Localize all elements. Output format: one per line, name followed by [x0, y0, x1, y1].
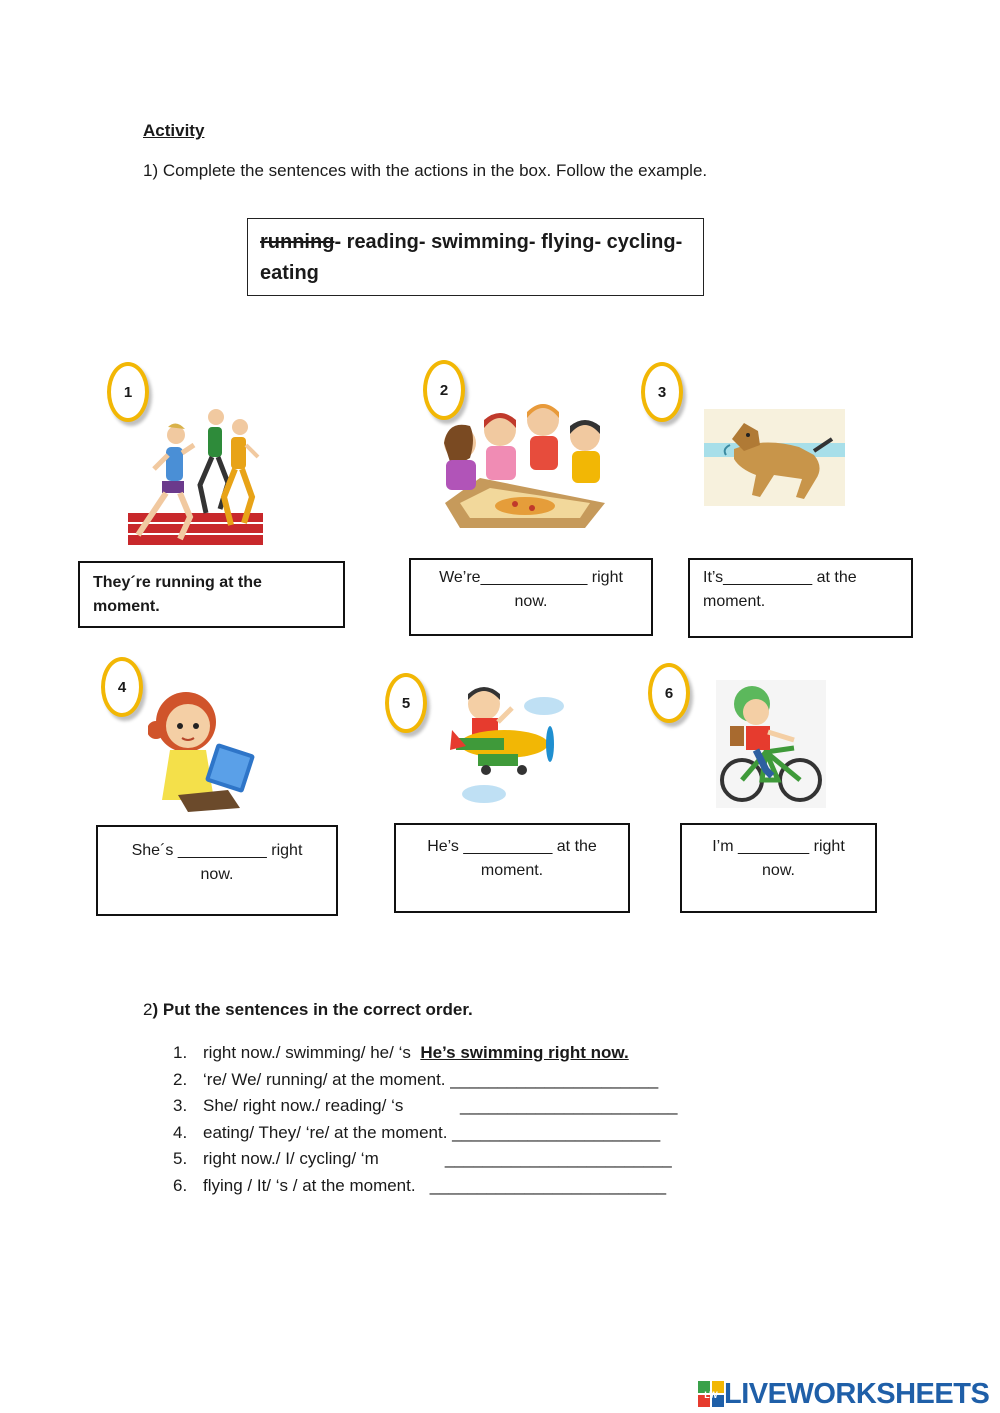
- activity-heading: Activity: [143, 121, 205, 140]
- order-list: [173, 1040, 677, 1199]
- liveworksheets-logo: [698, 1378, 989, 1410]
- sentence-box-1: [78, 561, 345, 628]
- list-item-number: 2.: [173, 1069, 188, 1089]
- svg-text:LW: LW: [704, 1390, 718, 1400]
- list-item-text: flying / It/ ‘s / at the moment. _________________________: [203, 1175, 667, 1195]
- badge-3: 3: [641, 362, 683, 422]
- list-item: [173, 1120, 677, 1147]
- example-answer: He’s swimming right now.: [420, 1043, 629, 1062]
- sentence-box-4: [96, 825, 338, 916]
- badge-6: 6: [648, 663, 690, 723]
- badge-4: 4: [101, 657, 143, 717]
- sentence-2-line2: now.: [514, 593, 548, 610]
- sentence-2-line1: We’re____________ right: [439, 569, 623, 586]
- section2-heading: [143, 1000, 473, 1020]
- sentence-6-line2: now.: [762, 862, 795, 879]
- sentence-box-3: [688, 558, 913, 638]
- list-item: [173, 1173, 677, 1200]
- list-item-text: right now./ I/ cycling/ ‘m ________________________: [203, 1149, 672, 1168]
- struck-word: running: [260, 231, 335, 253]
- logo-mark-icon: [698, 1381, 724, 1407]
- runners-illustration: [128, 405, 263, 550]
- section2-prefix: 2: [143, 1000, 153, 1019]
- boy-plane-illustration: [446, 682, 568, 807]
- badge-2: 2: [423, 360, 465, 420]
- section2-title: ) Put the sentences in the correct order.: [152, 1000, 473, 1019]
- list-item-text: She/ right now./ reading/ ‘s _______________________: [203, 1096, 678, 1115]
- badge-1: 1: [107, 362, 149, 422]
- list-item-text: ‘re/ We/ running/ at the moment. ______________________: [203, 1069, 659, 1089]
- list-item-number: 6.: [173, 1175, 188, 1195]
- sentence-1-line1: They´re running at the: [93, 574, 262, 591]
- sentence-3-line2: moment.: [703, 593, 766, 610]
- word-list-line1: - reading- swimming- flying- cycling-: [334, 231, 683, 253]
- list-item-number: 1.: [173, 1043, 188, 1062]
- list-item-number: 4.: [173, 1122, 188, 1142]
- list-item-text: right now./ swimming/ he/ ‘s: [203, 1043, 421, 1062]
- girl-reading-illustration: [148, 690, 258, 815]
- sentence-4-line2: now.: [200, 866, 234, 883]
- list-item: [173, 1040, 677, 1067]
- sentence-box-2: [409, 558, 653, 636]
- list-item: [173, 1067, 677, 1094]
- sentence-5-line1: He’s __________ at the: [427, 838, 597, 855]
- dog-swimming-illustration: [704, 409, 845, 506]
- sentence-box-5: [394, 823, 630, 913]
- boy-cycling-illustration: [716, 680, 826, 808]
- sentence-5-line2: moment.: [480, 862, 544, 879]
- word-box: [247, 218, 704, 296]
- sentence-4-line1: She´s __________ right: [131, 842, 303, 859]
- sentence-box-6: [680, 823, 877, 913]
- sentence-3-line1: It’s__________ at the: [703, 569, 857, 586]
- list-item-text: eating/ They/ ‘re/ at the moment. ______________________: [203, 1122, 661, 1142]
- logo-text: LIVEWORKSHEETS: [724, 1377, 990, 1410]
- list-item: [173, 1146, 677, 1173]
- list-item-number: 5.: [173, 1149, 188, 1168]
- word-list-line2: eating: [260, 262, 319, 284]
- list-item-number: 3.: [173, 1096, 188, 1115]
- kids-pizza-illustration: [440, 398, 605, 528]
- list-item: [173, 1093, 677, 1120]
- sentence-1-line2: moment.: [93, 598, 160, 615]
- instruction-text: 1) Complete the sentences with the actions in the box. Follow the example.: [143, 161, 708, 180]
- sentence-6-line1: I’m ________ right: [712, 838, 845, 855]
- badge-5: 5: [385, 673, 427, 733]
